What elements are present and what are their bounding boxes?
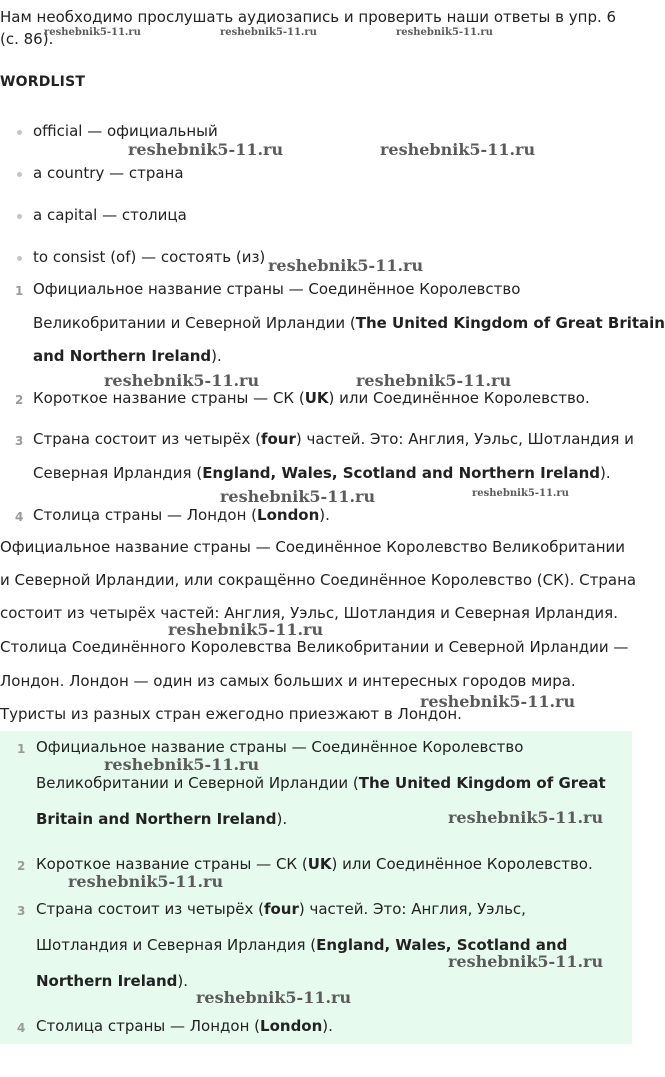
green-answer-3-line-3: Northern Ireland). — [36, 972, 189, 990]
bullet-icon — [17, 130, 22, 135]
watermark: reshebnik5-11.ru — [396, 27, 493, 38]
answer-1-line-3: and Northern Ireland). — [33, 347, 222, 365]
wordlist-item: official — официальный — [33, 122, 218, 140]
list-number: 1 — [17, 742, 26, 756]
paragraph-line: Лондон. Лондон — один из самых больших и интересных городов мира. — [0, 672, 576, 690]
list-number: 1 — [15, 284, 24, 298]
paragraph-line: Столица Соединённого Королевства Великобритании и Северной Ирландии — — [0, 638, 629, 656]
list-number: 3 — [17, 904, 26, 918]
list-number: 3 — [15, 434, 24, 448]
watermark: reshebnik5-11.ru — [196, 988, 352, 1007]
list-number: 2 — [17, 859, 26, 873]
watermark: reshebnik5-11.ru — [380, 140, 536, 159]
watermark: reshebnik5-11.ru — [268, 256, 424, 275]
green-answer-1-line-3: Britain and Northern Ireland). — [36, 810, 288, 828]
bullet-icon — [17, 256, 22, 261]
answer-3-line-2: Северная Ирландия (England, Wales, Scotland and Northern Ireland). — [33, 464, 611, 482]
answer-2: Короткое название страны — СК (UK) или Соединённое Королевство. — [33, 389, 590, 407]
answer-1-line-1: Официальное название страны — Соединённое Королевство — [33, 280, 521, 298]
watermark: reshebnik5-11.ru — [472, 488, 569, 499]
watermark: reshebnik5-11.ru — [420, 692, 576, 711]
green-answer-4: Столица страны — Лондон (London). — [36, 1017, 333, 1035]
paragraph-line: и Северной Ирландии, или сокращённо Соединённое Королевство (СК). Страна — [0, 571, 637, 589]
watermark: reshebnik5-11.ru — [44, 27, 141, 38]
watermark: reshebnik5-11.ru — [356, 371, 512, 390]
green-answer-2: Короткое название страны — СК (UK) или Соединённое Королевство. — [36, 855, 593, 873]
watermark: reshebnik5-11.ru — [104, 371, 260, 390]
watermark: reshebnik5-11.ru — [448, 808, 604, 827]
watermark: reshebnik5-11.ru — [220, 27, 317, 38]
intro-line-2: (с. 86). — [0, 30, 54, 48]
wordlist-item: a capital — столица — [33, 206, 187, 224]
answer-3-line-1: Страна состоит из четырёх (four) частей. Это: Англия, Уэльс, Шотландия и — [33, 430, 634, 448]
bullet-icon — [17, 172, 22, 177]
paragraph-line: Туристы из разных стран ежегодно приезжают в Лондон. — [0, 705, 462, 723]
green-answer-3-line-2: Шотландия и Северная Ирландия (England, Wales, Scotland and — [36, 936, 568, 954]
watermark: reshebnik5-11.ru — [220, 487, 376, 506]
wordlist-heading: WORDLIST — [0, 74, 86, 90]
wordlist-item: to consist (of) — состоять (из) — [33, 248, 266, 266]
list-number: 2 — [15, 393, 24, 407]
answer-1-line-2: Великобритании и Северной Ирландии (The United Kingdom of Great Britain — [33, 314, 665, 332]
green-answer-3-line-1: Страна состоит из четырёх (four) частей. Это: Англия, Уэльс, — [36, 900, 526, 918]
paragraph-line: состоит из четырёх частей: Англия, Уэльс, Шотландия и Северная Ирландия. — [0, 604, 618, 622]
green-answer-1-line-1: Официальное название страны — Соединённое Королевство — [36, 738, 524, 756]
watermark: reshebnik5-11.ru — [168, 620, 324, 639]
paragraph-line: Официальное название страны — Соединённое Королевство Великобритании — [0, 538, 626, 556]
intro-line-1: Нам необходимо прослушать аудиозапись и проверить наши ответы в упр. 6 — [0, 8, 617, 26]
watermark: reshebnik5-11.ru — [128, 140, 284, 159]
watermark: reshebnik5-11.ru — [448, 952, 604, 971]
bullet-icon — [17, 214, 22, 219]
watermark: reshebnik5-11.ru — [104, 755, 260, 774]
list-number: 4 — [15, 510, 24, 524]
list-number: 4 — [17, 1021, 26, 1035]
green-answer-1-line-2: Великобритании и Северной Ирландии (The United Kingdom of Great — [36, 774, 606, 792]
watermark: reshebnik5-11.ru — [68, 872, 224, 891]
answer-4: Столица страны — Лондон (London). — [33, 506, 330, 524]
wordlist-item: a country — страна — [33, 164, 184, 182]
